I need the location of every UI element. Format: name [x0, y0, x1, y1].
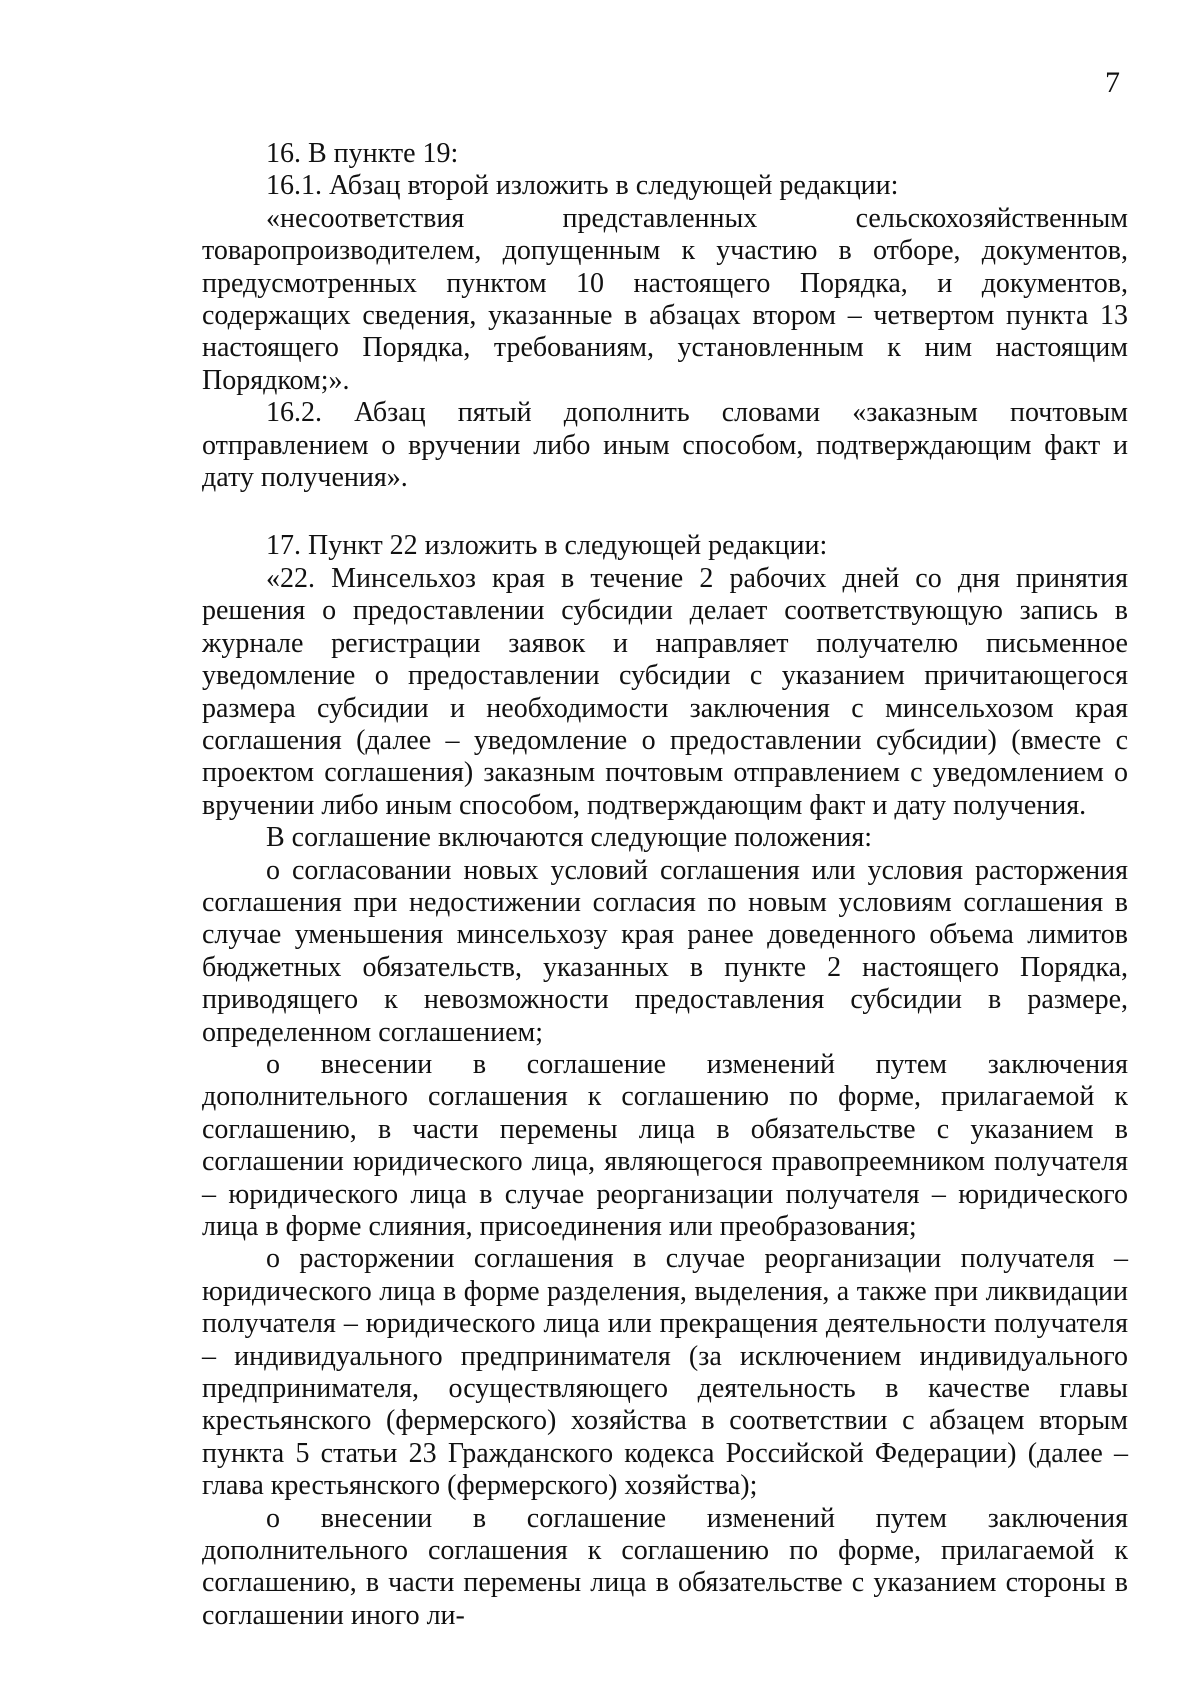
provision-other-party-amendment: о внесении в соглашение изменений путем заключения дополнительного соглашения к соглашению по форме, прилагаемой к соглашению, в части перемены лица в обязательстве с указанием стороны в соглашении иного ли- [202, 1502, 1128, 1631]
agreement-provisions-intro: В соглашение включаются следующие положения: [266, 822, 873, 854]
section-17-heading: 17. Пункт 22 изложить в следующей редакции: [266, 530, 828, 562]
page-number: 7 [1105, 66, 1120, 99]
paragraph-gap [202, 494, 1128, 530]
section-22-text: «22. Минсельхоз края в течение 2 рабочих дней со дня принятия решения о предоставлении субсидии делает соответствующую запись в журнале регистрации заявок и направляет получателю письменное уведомление о предоставлении субсидии с указанием причитающегося размера субсидии и необходимости заключения с минсельхозом края соглашения (далее – уведомление о предоставлении субсидии) (вместе с проектом соглашения) заказным почтовым отправлением с уведомлением о вручении либо иным способом, подтверждающим факт и дату получения. [202, 562, 1128, 821]
provision-merger-amendment: о внесении в соглашение изменений путем заключения дополнительного соглашения к соглашению по форме, прилагаемой к соглашению, в части перемены лица в обязательстве с указанием в соглашении юридического лица, являющегося правопреемником получателя – юридического лица в случае реорганизации получателя – юридического лица в форме слияния, присоединения или преобразования; [202, 1048, 1128, 1242]
section-16-heading: 16. В пункте 19: [266, 138, 459, 169]
provision-new-conditions: о согласовании новых условий соглашения или условия расторжения соглашения при недостижении согласия по новым условиям соглашения в случае уменьшения минсельхозу края ранее доведенного объема лимитов бюджетных обязательств, указанных в пункте 2 настоящего Порядка, приводящего к невозможности предоставления субсидии в размере, определенном соглашением; [202, 854, 1128, 1048]
provision-termination: о расторжении соглашения в случае реорганизации получателя – юридического лица в форме разделения, выделения, а также при ликвидации получателя – юридического лица или прекращения деятельности получателя – индивидуального предпринимателя (за исключением индивидуального предпринимателя, осуществляющего деятельность в качестве главы крестьянского (фермерского) хозяйства в соответствии с абзацем вторым пункта 5 статьи 23 Гражданского кодекса Российской Федерации) (далее – глава крестьянского (фермерского) хозяйства); [202, 1243, 1128, 1502]
section-16-1-heading: 16.1. Абзац второй изложить в следующей редакции: [266, 170, 899, 202]
section-16-2-text: 16.2. Абзац пятый дополнить словами «заказным почтовым отправлением о вручении либо иным способом, подтверждающим факт и дату получения». [202, 397, 1128, 494]
document-body [202, 138, 1128, 1632]
section-16-1-text: «несоответствия представленных сельскохозяйственным товаропроизводителем, допущенным к участию в отборе, документов, предусмотренных пунктом 10 настоящего Порядка, и документов, содержащих сведения, указанные в абзацах втором – четвертом пункта 13 настоящего Порядка, требованиям, установленным к ним настоящим Порядком;». [202, 202, 1128, 396]
